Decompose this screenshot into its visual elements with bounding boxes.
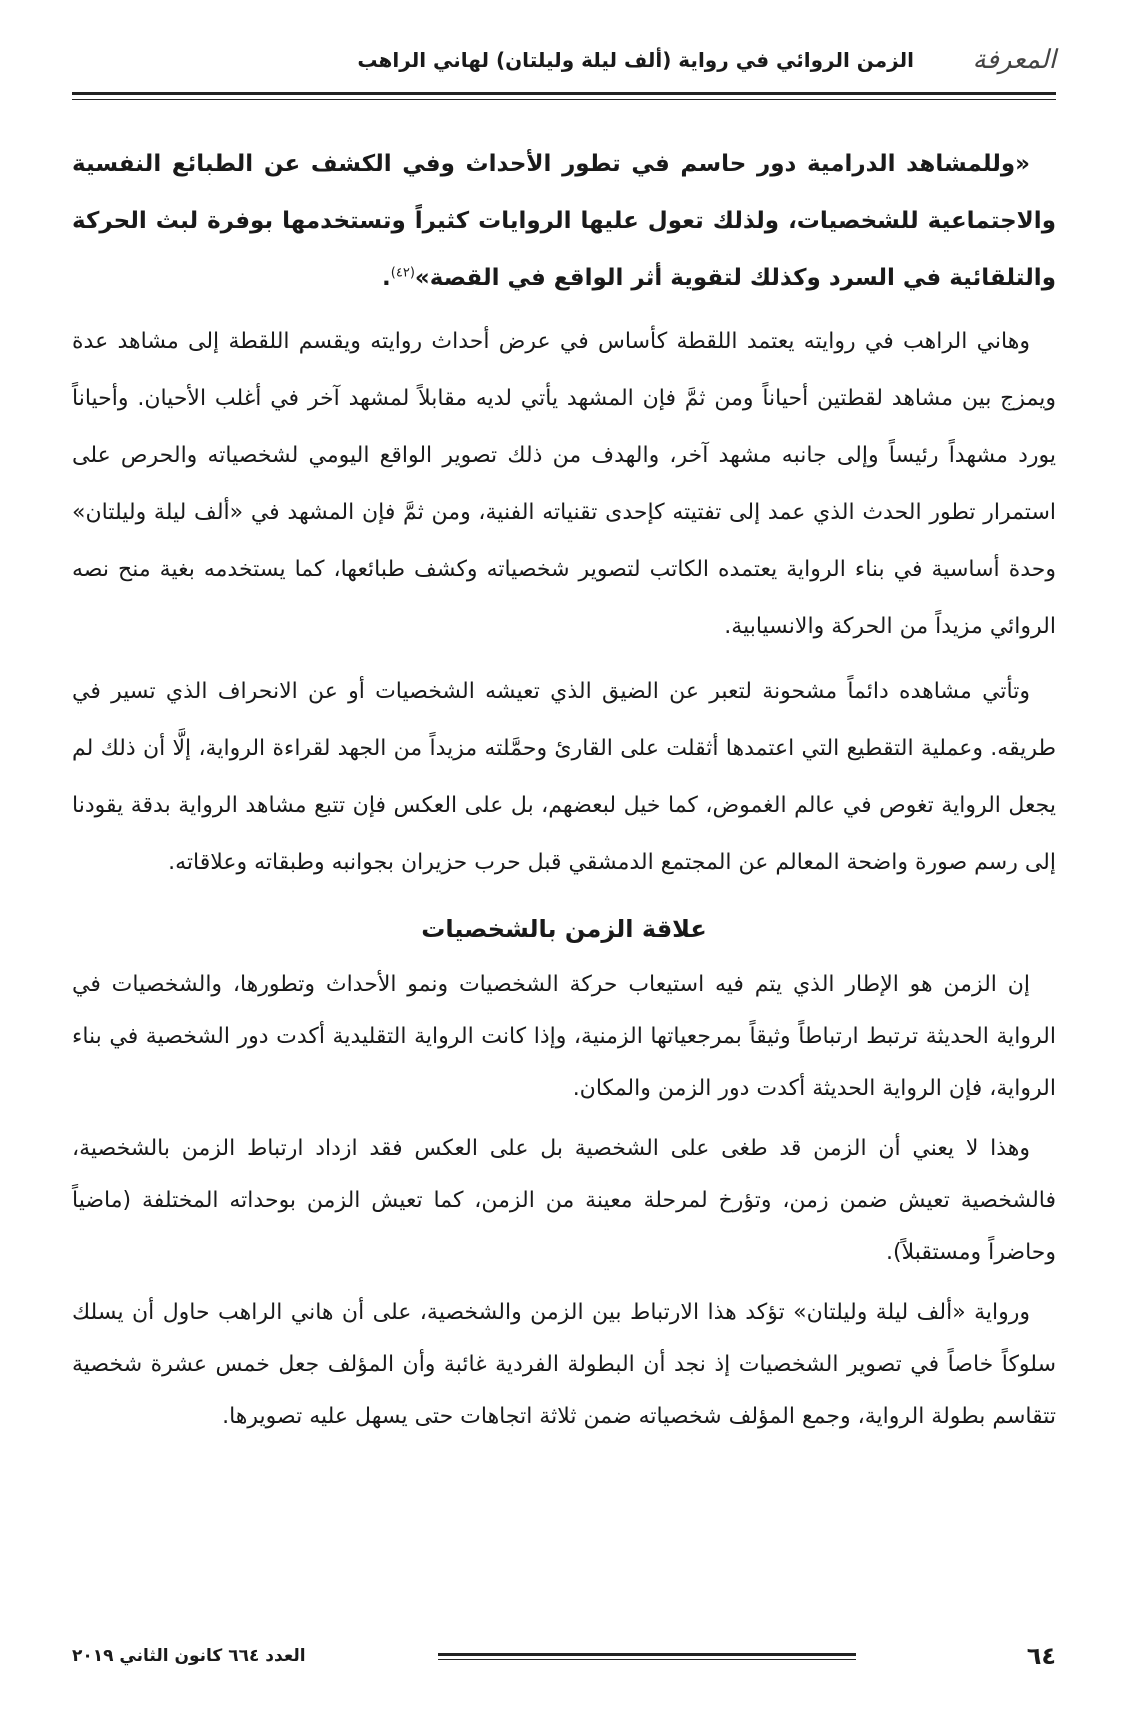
page-footer [72,1636,1056,1676]
issue-info: العدد ٦٦٤ كانون الثاني ٢٠١٩ [72,1646,306,1666]
header-rule-thick [72,92,1056,95]
quote-text: «وللمشاهد الدرامية دور حاسم في تطور الأحداث وفي الكشف عن الطبائع النفسية والاجتماعية للشخصيات، ولذلك تعول عليها الروايات كثيراً وتستخدمها بوفرة لبث الحركة والتلقائية في السرد وكذلك لتقوية أثر الواقع في القصة» [72,151,1056,291]
footer-rule-thick [438,1653,856,1656]
quoted-paragraph [72,136,1056,307]
body-paragraph: إن الزمن هو الإطار الذي يتم فيه استيعاب حركة الشخصيات ونمو الأحداث وتطورها، والشخصيات في الرواية الحديثة ترتبط ارتباطاً وثيقاً بمرجعياتها الزمنية، وإذا كانت الرواية التقليدية أكدت دور الشخصية في بناء الرواية، فإن الرواية الحديثة أكدت دور الزمن والمكان. [72,972,1056,1101]
body-paragraph: وتأتي مشاهده دائماً مشحونة لتعبر عن الضيق الذي تعيشه الشخصيات أو عن الانحراف الذي تسير في طريقه. وعملية التقطيع التي اعتمدها أثقلت على القارئ وحمَّلته مزيداً من الجهد لقراءة الرواية، إلَّا أن ذلك لم يجعل الرواية تغوص في عالم الغموض، كما خيل لبعضهم، بل على العكس فإن تتبع مشاهد الرواية بدقة يقودنا إلى رسم صورة واضحة المعالم عن المجتمع الدمشقي قبل حرب حزيران بجوانبه وطبقاته وعلاقاته. [72,679,1056,875]
header-rule-thin [72,99,1056,100]
footer-rule-thin [438,1659,856,1660]
body-paragraph: وهاني الراهب في روايته يعتمد اللقطة كأساس في عرض أحداث روايته ويقسم اللقطة إلى مشاهد عدة ويمزج بين مشاهد لقطتين أحياناً ومن ثمَّ فإن المشهد يأتي لديه مقابلاً لمشهد آخر في أغلب الأحيان. وأحياناً يورد مشهداً رئيساً وإلى جانبه مشهد آخر، والهدف من ذلك تصوير الواقع اليومي لشخصياته والحرص على استمرار تطور الحدث الذي عمد إلى تفتيته كإحدى تقنياته الفنية، ومن ثمَّ فإن المشهد في «ألف ليلة وليلتان» وحدة أساسية في بناء الرواية يعتمده الكاتب لتصوير شخصياته وكشف طبائعها، كما يستخدمه بغية منح نصه الروائي مزيداً من الحركة والانسيابية. [72,329,1056,639]
quote-end: . [382,265,391,291]
running-title: الزمن الروائي في رواية (ألف ليلة وليلتان) لهاني الراهب [357,48,914,72]
page-content [72,136,1056,1451]
footnote-ref: (٤٢) [390,265,415,281]
body-paragraph: وهذا لا يعني أن الزمن قد طغى على الشخصية بل على العكس فقد ازداد ارتباط الزمن بالشخصية، فالشخصية تعيش ضمن زمن، وتؤرخ لمرحلة معينة من الزمن، كما تعيش الزمن بوحداته المختلفة (ماضياً وحاضراً ومستقبلاً). [72,1136,1056,1265]
page-header [72,40,1056,80]
body-paragraph: ورواية «ألف ليلة وليلتان» تؤكد هذا الارتباط بين الزمن والشخصية، على أن هاني الراهب حاول أن يسلك سلوكاً خاصاً في تصوير الشخصيات إذ نجد أن البطولة الفردية غائبة وأن المؤلف جعل خمس عشرة شخصية تتقاسم بطولة الرواية، وجمع المؤلف شخصياته ضمن ثلاثة اتجاهات حتى يسهل عليه تصويرها. [72,1300,1056,1429]
magazine-logo: المعرفة [972,45,1056,75]
page-number: ٦٤ [1026,1642,1056,1670]
section-body [72,959,1056,1443]
section-heading: علاقة الزمن بالشخصيات [421,915,707,943]
